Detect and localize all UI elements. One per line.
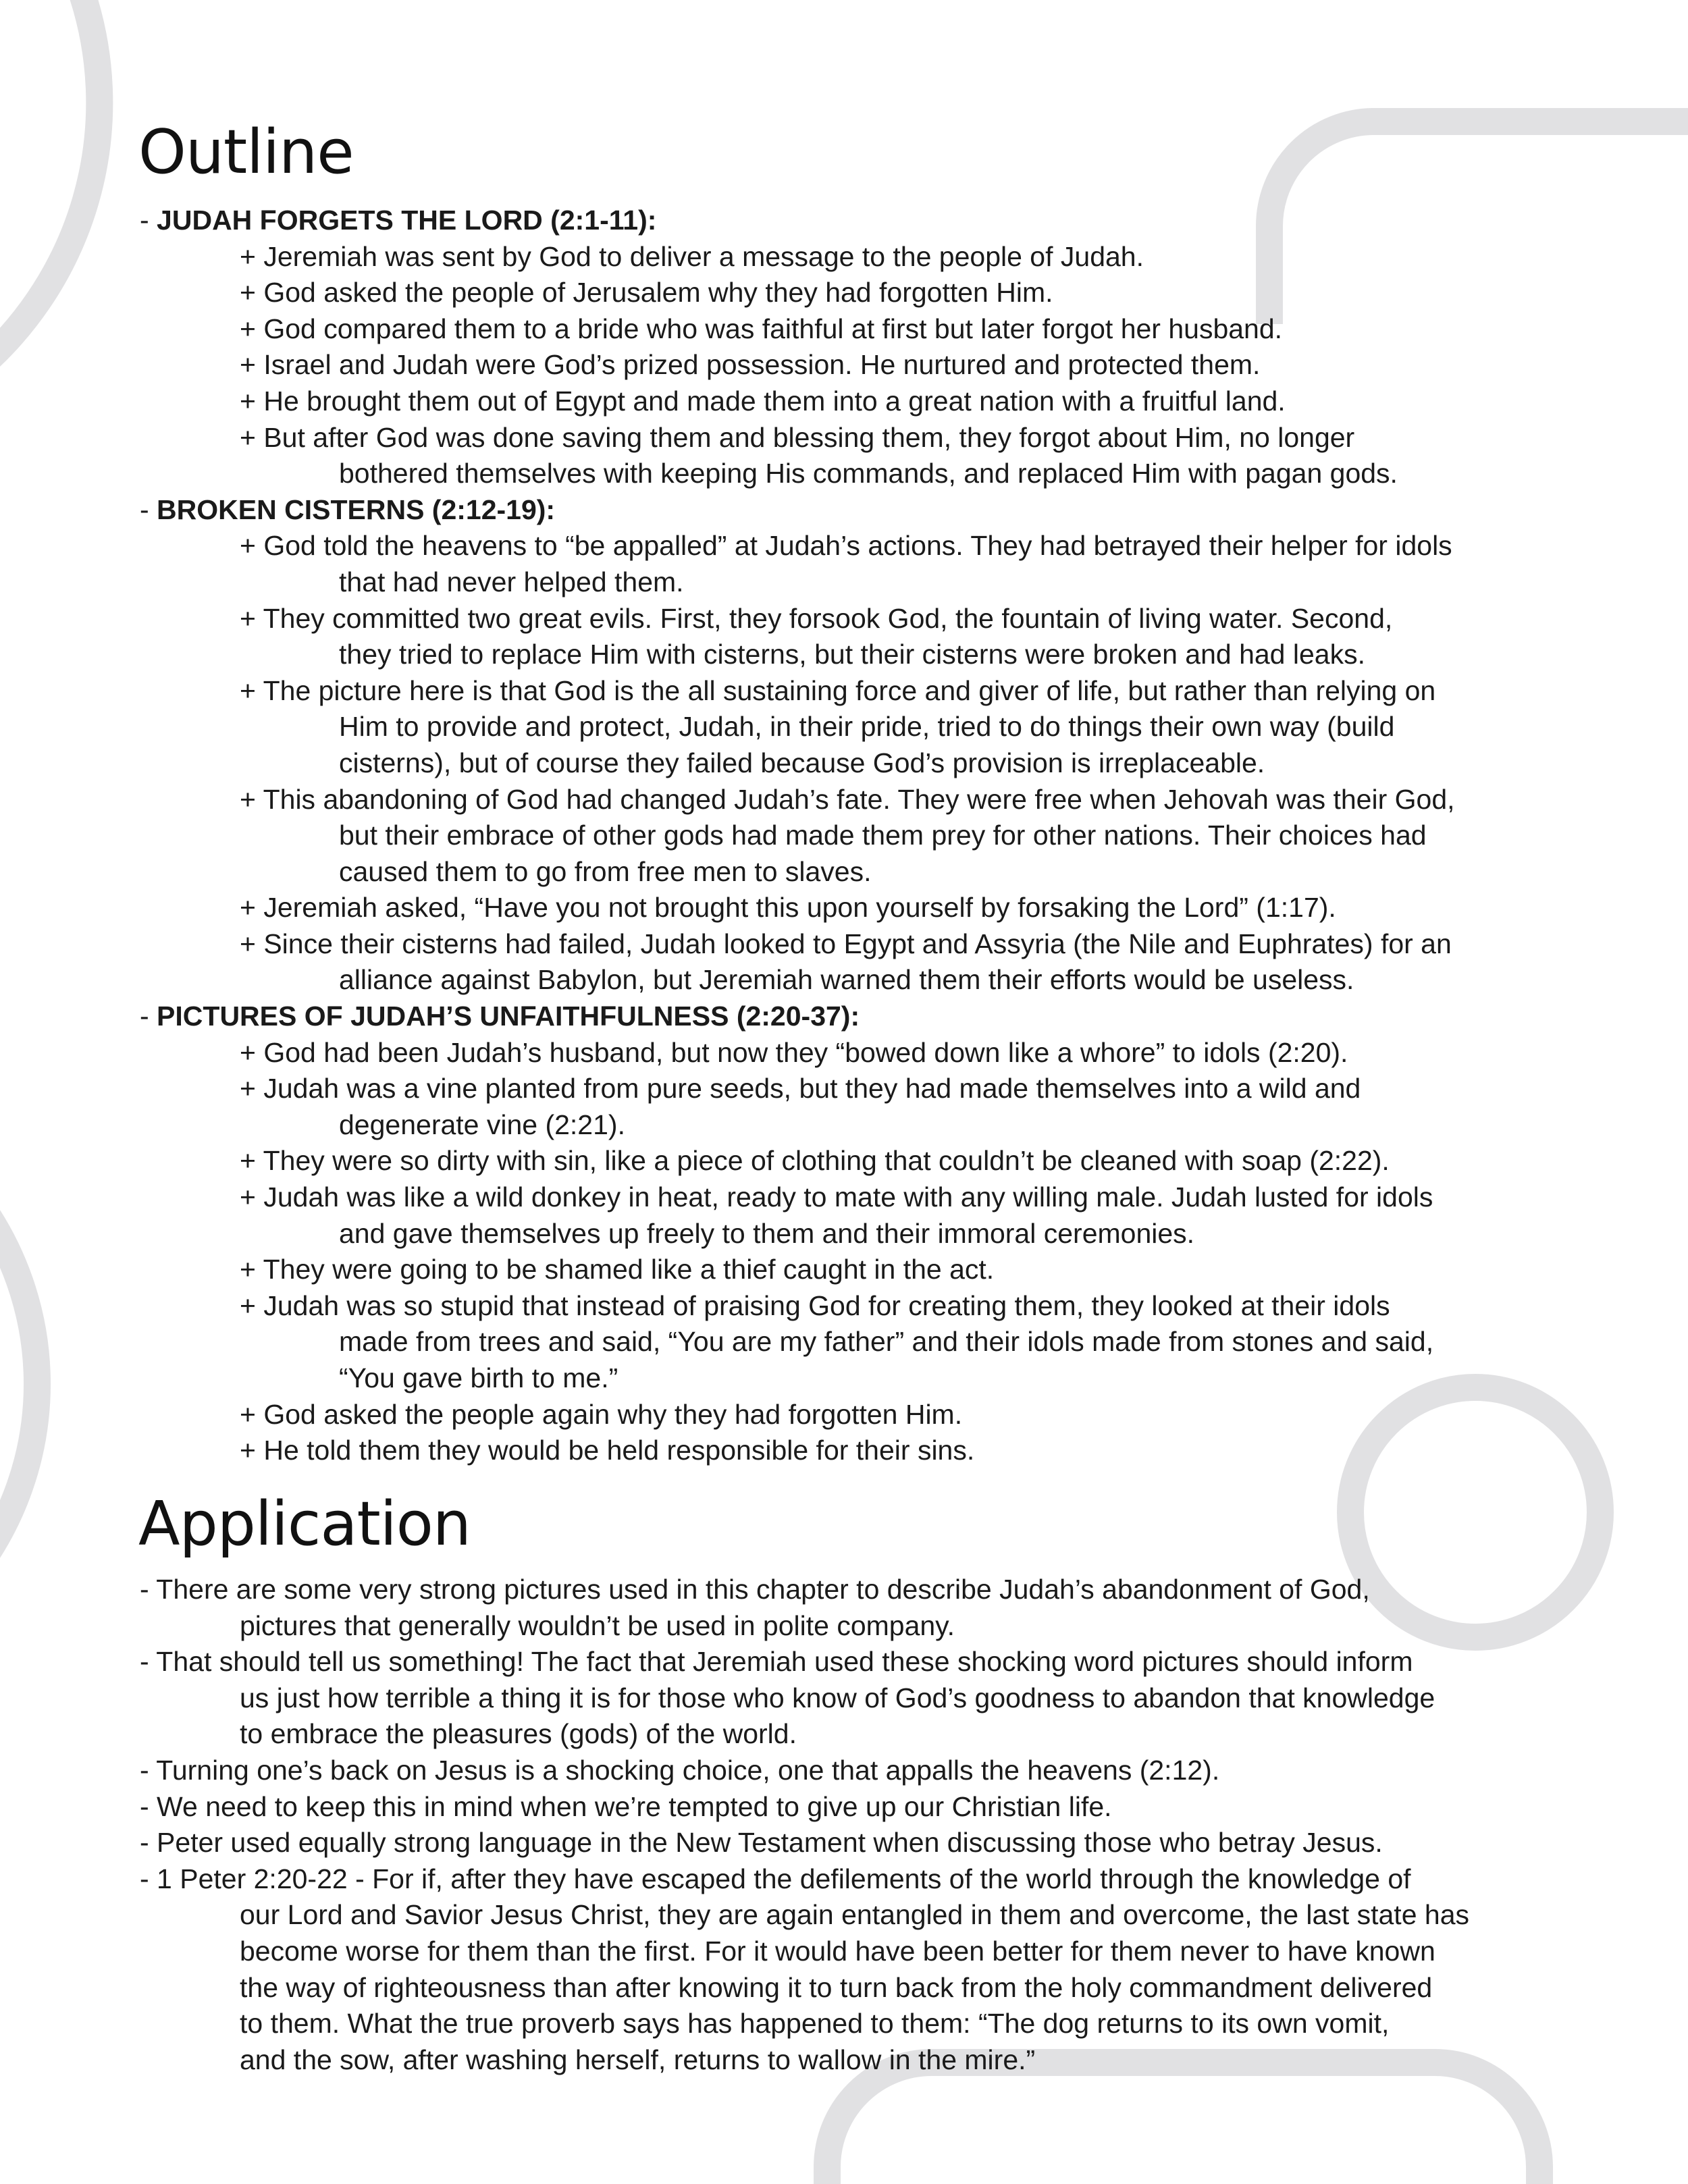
application-point-continuation: the way of righteousness than after knowing it to turn back from the holy commandment delivered (240, 1971, 1433, 2003)
outline-point-continuation: alliance against Babylon, but Jeremiah warned them their efforts would be useless. (339, 964, 1354, 996)
outline-heading: Outline (138, 117, 354, 188)
outline-point: + They were going to be shamed like a thief caught in the act. (240, 1254, 995, 1285)
section-title: JUDAH FORGETS THE LORD (2:1-11): (157, 205, 657, 236)
outline-point-continuation: bothered themselves with keeping His commands, and replaced Him with pagan gods. (339, 458, 1398, 489)
section-title: PICTURES OF JUDAH’S UNFAITHFULNESS (2:20-37): (157, 1001, 860, 1032)
section-title: BROKEN CISTERNS (2:12-19): (157, 494, 556, 525)
outline-point-continuation: but their embrace of other gods had made them prey for other nations. Their choices had (339, 820, 1427, 851)
application-point-continuation: to embrace the pleasures (gods) of the world. (240, 1718, 797, 1750)
outline-body (140, 203, 1578, 1469)
outline-point: + Since their cisterns had failed, Judah looked to Egypt and Assyria (the Nile and Euphrates) for an (240, 928, 1452, 959)
section-heading: - JUDAH FORGETS THE LORD (2:1-11): (140, 205, 657, 236)
section-heading: - BROKEN CISTERNS (2:12-19): (140, 494, 556, 525)
outline-point: + Jeremiah asked, “Have you not brought this upon yourself by forsaking the Lord” (1:17). (240, 892, 1336, 924)
application-point-continuation: become worse for them than the first. For it would have been better for them never to have known (240, 1935, 1435, 1967)
outline-point: + He brought them out of Egypt and made them into a great nation with a fruitful land. (240, 385, 1286, 417)
outline-point-continuation: cisterns), but of course they failed because God’s provision is irreplaceable. (339, 747, 1265, 778)
outline-point-continuation: “You gave birth to me.” (339, 1362, 618, 1393)
section-heading: - PICTURES OF JUDAH’S UNFAITHFULNESS (2:20-37): (140, 1001, 860, 1032)
outline-point: + God compared them to a bride who was faithful at first but later forgot her husband. (240, 313, 1283, 344)
outline-point-continuation: they tried to replace Him with cisterns, but their cisterns were broken and had leaks. (339, 639, 1365, 670)
application-point: - 1 Peter 2:20-22 - For if, after they have escaped the defilements of the world through the knowledge of (140, 1863, 1411, 1894)
outline-point-continuation: and gave themselves up freely to them and their immoral ceremonies. (339, 1217, 1195, 1249)
application-point-continuation: us just how terrible a thing it is for those who know of God’s goodness to abandon that knowledge (240, 1682, 1435, 1713)
outline-point-continuation: made from trees and said, “You are my father” and their idols made from stones and said, (339, 1326, 1434, 1358)
outline-point: + Judah was a vine planted from pure seeds, but they had made themselves into a wild and (240, 1073, 1361, 1104)
outline-point: + Jeremiah was sent by God to deliver a message to the people of Judah. (240, 240, 1144, 272)
outline-point-continuation: degenerate vine (2:21). (339, 1109, 625, 1140)
outline-point: + This abandoning of God had changed Judah’s fate. They were free when Jehovah was their God, (240, 783, 1455, 815)
outline-point-continuation: that had never helped them. (339, 566, 684, 597)
outline-point: + But after God was done saving them and blessing them, they forgot about Him, no longer (240, 421, 1355, 453)
outline-point-continuation: caused them to go from free men to slaves. (339, 855, 872, 887)
outline-point: + The picture here is that God is the all sustaining force and giver of life, but rather than relying on (240, 674, 1436, 706)
application-point: - That should tell us something! The fact that Jeremiah used these shocking word pictures should inform (140, 1646, 1413, 1678)
application-point-continuation: to them. What the true proverb says has happened to them: “The dog returns to its own vomit, (240, 2008, 1390, 2040)
application-point-continuation: pictures that generally wouldn’t be used in polite company. (240, 1609, 955, 1641)
outline-point: + God asked the people of Jerusalem why they had forgotten Him. (240, 277, 1053, 309)
outline-point: + Judah was like a wild donkey in heat, ready to mate with any willing male. Judah lusted for idols (240, 1181, 1433, 1213)
application-point: - Peter used equally strong language in the New Testament when discussing those who betray Jesus. (140, 1827, 1383, 1859)
outline-point: + God had been Judah’s husband, but now they “bowed down like a whore” to idols (2:20). (240, 1036, 1348, 1068)
application-point-continuation: and the sow, after washing herself, returns to wallow in the mire.” (240, 2044, 1036, 2075)
outline-point: + Israel and Judah were God’s prized possession. He nurtured and protected them. (240, 349, 1261, 381)
application-body (140, 1572, 1578, 2078)
application-point: - Turning one’s back on Jesus is a shocking choice, one that appalls the heavens (2:12). (140, 1754, 1220, 1786)
application-point-continuation: our Lord and Savior Jesus Christ, they are again entangled in them and overcome, the last state has (240, 1899, 1469, 1931)
outline-point: + God told the heavens to “be appalled” at Judah’s actions. They had betrayed their helper for idols (240, 530, 1452, 562)
outline-point-continuation: Him to provide and protect, Judah, in their pride, tried to do things their own way (build (339, 711, 1395, 743)
outline-point: + They committed two great evils. First, they forsook God, the fountain of living water. Second, (240, 602, 1393, 634)
outline-point: + They were so dirty with sin, like a piece of clothing that couldn’t be cleaned with soap (2:22). (240, 1145, 1390, 1177)
outline-point: + Judah was so stupid that instead of praising God for creating them, they looked at their idols (240, 1289, 1390, 1321)
application-point: - There are some very strong pictures used in this chapter to describe Judah’s abandonment of God, (140, 1574, 1370, 1605)
outline-point: + God asked the people again why they had forgotten Him. (240, 1398, 963, 1430)
outline-point: + He told them they would be held responsible for their sins. (240, 1435, 975, 1466)
application-heading: Application (138, 1489, 471, 1560)
application-point: - We need to keep this in mind when we’re tempted to give up our Christian life. (140, 1790, 1112, 1822)
